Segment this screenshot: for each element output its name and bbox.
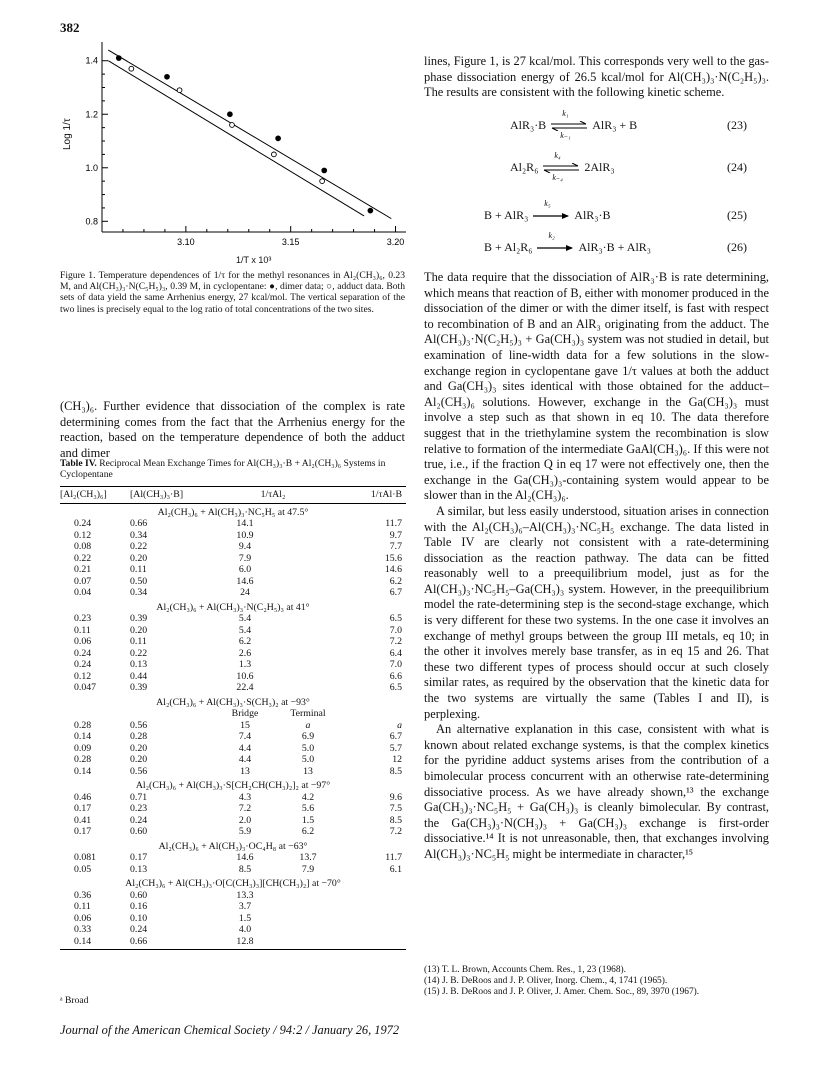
table-section-title [60,838,406,853]
table-cell: 0.60 [130,889,148,901]
table-cell: 0.21 [74,564,92,575]
table-cell: 0.22 [130,647,148,659]
table-header-tau-alb: 1/τAl·B [336,487,406,504]
table-section-title [60,777,406,792]
table-cell: 0.09 [74,742,92,754]
equation-right: AlR₃ + B [592,118,638,132]
table-cell: 6.1 [389,863,402,875]
equation-left: B + Al₂R₆ [484,240,533,254]
table-cell: 0.14 [74,731,92,742]
adduct-data-point [177,88,182,93]
table-cell: 0.24 [74,659,92,670]
equation-3 [484,199,611,223]
table-row [60,553,406,565]
reference-item: (13) T. L. Brown, Accounts Chem. Res., 1, 23 (1968). [424,965,626,975]
rate-constant-reverse: k₋₄ [552,173,563,183]
table-cell: 0.33 [74,924,92,935]
table-cell: 7.2 [389,636,402,647]
y-tick-label: 1.0 [85,162,98,173]
table-cell: 5.9 [238,826,252,837]
table-cell: 10.9 [236,529,254,541]
adduct-data-point [272,152,277,157]
table-cell: 0.66 [130,936,210,950]
table-cell [280,530,336,542]
table-cell: 0.14 [74,765,92,777]
fit-line-1 [108,50,391,219]
table-cell: 0.13 [130,659,148,670]
figure-xlabel: 1/T x 10³ [236,255,272,265]
table-cell: 13 [240,765,250,777]
table-cell: a [305,719,311,731]
right-column-intro: lines, Figure 1, is 27 kcal/mol. This corresponds very well to the gas-phase dissociation energy of 26.5 kcal/mol for Al(CH₃)₃·N(C₂H₅)₃. The results are consistent with the following kinetic scheme. [424,54,769,100]
table-cell: 4.3 [238,791,252,803]
x-tick-label: 3.15 [281,237,300,247]
table-cell: 13.7 [299,852,317,863]
table-cell [280,936,336,950]
table-cell: 0.50 [130,575,148,587]
equation-right: AlR₃·B + AlR₃ [578,240,651,254]
table-cell: 0.46 [74,791,92,803]
table-cell: 14.1 [236,518,254,529]
equation-number: (23) [727,118,747,132]
table-row [60,720,406,732]
dimer-data-point [368,208,373,213]
table-cell: 0.06 [74,636,92,647]
table-header-al2: [Al₂(CH₃)₆] [60,487,130,504]
table-row [60,682,406,694]
equation-left: AlR₃·B [510,118,547,132]
table-cell [280,924,336,936]
reference-item: (14) J. B. DeRoos and J. P. Oliver, Inorg. Chem., 4, 1741 (1965). [424,976,668,986]
table-cell: 1.3 [238,659,252,670]
dimer-data-point [227,112,232,117]
equation-1 [510,109,638,141]
table-cell: 7.4 [238,731,252,742]
table-cell: 9.6 [389,791,402,803]
table-cell: 0.11 [130,564,147,575]
table-cell: 0.44 [130,670,148,682]
table-cell [280,636,336,648]
table-cell: 14.6 [236,852,254,863]
table-cell: 6.9 [301,731,315,742]
journal-footer: Journal of the American Chemical Society / 94:2 / January 26, 1972 [60,1023,400,1037]
table-row [60,659,406,671]
table-cell: 5.0 [301,742,315,754]
table-cell: 6.4 [389,647,402,659]
table-cell: 5.4 [238,613,252,624]
reference-item: (15) J. B. DeRoos and J. P. Oliver, J. Amer. Chem. Soc., 89, 3970 (1967). [424,987,700,997]
table-cell [336,913,406,925]
table-cell: 0.17 [74,826,92,837]
table-cell [280,553,336,565]
table-cell: 0.22 [74,552,92,564]
table-4-caption-label: Table IV. [60,458,97,469]
page-number: 382 [60,20,80,35]
table-cell: 0.05 [74,863,92,875]
table-cell: 0.13 [130,863,148,875]
equation-number: (26) [727,240,747,254]
table-cell: 7.0 [389,624,402,636]
table-cell: 2.0 [238,814,252,826]
table-subheader-cell: Terminal [290,708,326,719]
table-cell: 7.2 [389,826,402,837]
table-row [60,766,406,778]
reaction-arrow [550,109,588,141]
table-cell: 0.66 [130,518,148,529]
table-cell [280,613,336,625]
table-cell: 0.56 [130,765,148,777]
table-cell: 5.6 [301,803,315,814]
table-header-tau-al2: 1/τAl₂ [210,487,336,504]
table-subheader-row [60,708,406,720]
table-cell: 9.4 [238,541,252,552]
equation-right: 2AlR₃ [584,160,615,174]
reaction-arrow [536,231,574,253]
table-cell: 15 [240,719,250,731]
table-row [60,924,406,936]
table-cell: 4.4 [238,742,252,754]
table-cell: 0.17 [130,852,148,863]
paragraph-1: The data require that the dissociation of AlR₃·B is rate determining, which means that reaction of B, either with monomer produced in the dissociation of the dimer or with the dimer itself, is fast with respect to recombination of B and an AlR₃ originating from the adduct. The Al(CH₃)₃·N(C₂H₅)₃ + Ga(CH₃)₃ system was not studied in detail, but examination of line-width data for a few solutions in the slow-exchange region in cyclopentane gave 1/τ values at both the adduct and Ga(CH₃)₃ sites identical with those obtained for the adduct–Al₂(CH₃)₆ solutions. However, exchange in the Ga(CH₃)₃ must involve a step such as that shown in eq 10. The data therefore suggest that in the triethylamine system the recombination is slow relative to formation of the intermediate GaAl(CH₃)₆. If this were not true, i.e., if the fraction Q in eq 17 were not effectively one, then the exchange in the Ga(CH₃)₃-containing system would appear to be slower than in the Al₂(CH₃)₆. [424,270,769,503]
table-cell [280,890,336,902]
forward-arrow-icon [536,243,574,253]
table-cell: 0.14 [60,936,130,950]
table-cell: 0.20 [130,754,148,765]
table-cell: 0.12 [74,529,92,541]
equation-2 [510,151,615,183]
table-cell: 13.3 [236,889,254,901]
table-blank-cell [60,708,210,720]
table-cell: 6.5 [389,613,402,624]
table-row [60,890,406,902]
table-section-title [60,875,406,890]
table-section-title [60,599,406,614]
table-cell: 1.5 [301,814,315,826]
table-cell: 6.5 [389,682,402,693]
dimer-data-point [165,74,170,79]
table-section-title-cell: Al₂(CH₃)₆ + Al(CH₃)₃·S(CH₃)₂ at −93° [156,696,310,708]
equilibrium-arrow-icon [550,121,588,131]
table-4 [60,486,406,950]
table-cell: 14.6 [236,575,254,587]
table-cell: 5.7 [389,742,402,754]
table-cell: 7.5 [389,803,402,814]
table-cell: 8.5 [238,863,252,875]
table-cell: 0.41 [74,814,92,826]
table-cell: 3.7 [238,901,252,912]
figure-1-caption: Figure 1. Temperature dependences of 1/τ for the methyl resonances in Al₂(CH₃)₆, 0.23 M, and Al(CH₃)₃·N(C₅H₅)₃, 0.39 M, in cyclopentane: ●, dimer data; ○, adduct data. Both sets of data yield the same Arrhenius energy, 27 kcal/mol. The vertical separation of the two lines is precisely equal to the log ratio of total concentrations of the two sites. [60,270,405,315]
table-row [60,576,406,588]
table-cell: 0.28 [130,731,148,742]
paragraph-3: An alternative explanation in this case, consistent with what is known about related exchange systems, is that the complex kinetics for the pyridine adduct systems arises from the contribution of a bimolecular process concurrent with an otherwise rate-determining dissociative process. As we have already shown,¹³ the exchange Ga(CH₃)₃·NC₅H₅ + Ga(CH₃)₃ is cleanly bimolecular. By contrast, the Ga(CH₃)₃·N(CH₃)₃ + Ga(CH₃)₃ exchange is first-order dissociative.¹⁴ It is not unreasonable, then, that exchanges involving Al(CH₃)₃·NC₅H₅ might be intermediate in character,¹⁵ [424,722,769,861]
table-cell: 0.23 [74,613,92,624]
table-cell: 5.0 [301,754,315,765]
table-row [60,671,406,683]
table-row [60,564,406,576]
adduct-data-point [320,179,325,184]
table-cell: 0.11 [130,636,147,647]
table-cell: 11.7 [385,518,402,529]
equation-left: B + AlR₃ [484,208,529,222]
y-tick-label: 1.4 [85,55,98,66]
table-section-title-cell: Al₂(CH₃)₆ + Al(CH₃)₃·NC₅H₅ at 47.5° [157,506,309,518]
x-tick-label: 3.20 [386,237,405,247]
equation-left: Al₂R₆ [510,160,539,174]
table-row [60,803,406,815]
table-cell: 6.0 [238,564,252,575]
table-row [60,731,406,743]
table-row [60,625,406,637]
table-cell [280,659,336,671]
table-cell: 9.7 [389,529,402,541]
table-cell: 8.5 [389,765,402,777]
table-row [60,541,406,553]
table-row [60,792,406,804]
equilibrium-arrow-icon [542,163,580,173]
table-cell: 7.9 [301,863,315,875]
table-cell [280,682,336,694]
table-cell: 0.04 [74,587,92,598]
table-cell: 0.34 [130,587,148,598]
references [424,965,769,998]
table-cell: 0.60 [130,826,148,837]
table-cell [280,564,336,576]
figure-1-chart [60,36,410,268]
table-cell: 6.2 [389,575,402,587]
table-row [60,613,406,625]
table-cell: 0.17 [74,803,92,814]
table-cell [336,924,406,936]
table-cell: 0.24 [74,647,92,659]
table-cell: 0.081 [74,852,97,863]
table-row [60,518,406,530]
adduct-data-point [230,123,235,128]
table-cell [336,936,406,950]
table-4-caption-text: Reciprocal Mean Exchange Times for Al(CH₃)₃·B + Al₂(CH₃)₆ Systems in Cyclopentane [60,458,386,481]
table-cell: 6.6 [389,670,402,682]
table-cell: 4.2 [301,791,315,803]
table-section-title [60,503,406,518]
table-cell: 6.7 [389,731,402,742]
fit-line-2 [108,61,364,216]
rate-constant-forward: k₄ [554,151,561,161]
table-cell: 0.24 [130,814,148,826]
table-cell: 0.06 [74,912,92,924]
table-cell: 15.6 [384,552,402,564]
table-cell: 7.2 [238,803,252,814]
reaction-arrow [532,199,570,221]
rate-constant-forward: k₅ [544,199,551,209]
table-header-row [60,487,406,504]
table-row [60,826,406,838]
table-cell [280,625,336,637]
table-cell: 0.20 [130,552,148,564]
table-cell [280,576,336,588]
table-cell: 6.2 [238,636,252,647]
table-cell: 12 [392,754,402,765]
table-cell: 0.22 [130,541,148,552]
table-cell [280,648,336,660]
table-cell [336,890,406,902]
x-tick-label: 3.10 [177,237,195,247]
table-section-title-cell: Al₂(CH₃)₆ + Al(CH₃)₃·O[C(CH₃)₃][CH(CH₃)₂] at −70° [125,878,341,889]
forward-arrow-icon [532,211,570,221]
rate-constant-forward: k₂ [548,231,555,241]
table-cell: 14.6 [384,564,402,575]
table-cell: 0.24 [74,518,92,529]
dimer-data-point [276,136,281,141]
table-4-caption [60,458,405,481]
table-row [60,936,406,950]
table-cell: 0.11 [74,624,91,636]
dimer-data-point [322,168,327,173]
table-cell: 0.39 [130,682,148,693]
table-row [60,648,406,660]
kinetic-scheme [424,109,769,270]
dimer-data-point [116,56,121,61]
table-cell: 0.24 [130,924,148,935]
table-cell: 8.5 [389,814,402,826]
table-cell: 0.28 [74,754,92,765]
table-row [60,815,406,827]
table-row [60,901,406,913]
table-cell: 0.11 [74,901,91,912]
table-cell: 11.7 [385,852,402,863]
table-row [60,864,406,876]
table-cell: 0.07 [74,575,92,587]
table-cell [280,901,336,913]
table-cell: 0.56 [130,719,148,731]
table-cell: 4.4 [238,754,252,765]
table-cell: 0.28 [74,719,92,731]
table-cell [280,671,336,683]
table-cell: 7.7 [389,541,402,552]
table-row [60,852,406,864]
table-cell [280,518,336,530]
table-cell: 0.08 [74,541,92,552]
rate-constant-forward: k₁ [562,109,569,119]
left-column-text: (CH₃)₆. Further evidence that dissociation of the complex is rate determining comes from the fact that the Arrhenius energy for the reaction, based on the temperature dependence of both the adduct and dimer [60,399,405,460]
table-cell: 22.4 [236,682,254,693]
table-cell: 0.10 [130,912,148,924]
table-cell: 0.047 [74,682,97,693]
rate-constant-reverse: k₋₁ [560,131,571,141]
table-cell [336,901,406,913]
table-subheader-cell: Bridge [231,708,259,719]
table-cell: 0.34 [130,529,148,541]
table-cell: 5.4 [238,624,252,636]
equation-4 [484,231,651,255]
table-cell: 13 [303,765,313,777]
equation-right: AlR₃·B [574,208,611,222]
reaction-arrow [542,151,580,183]
table-cell: 24 [240,587,250,598]
paragraph-2: A similar, but less easily understood, situation arises in connection with the Al₂(CH₃)₆–Al(CH₃)₃·NC₅H₅ exchange. The data listed in Table IV are clearly not consistent with a rate-determining dissociation as the reaction pathway. The data can be fitted reasonably well to a preequilibrium model, just as for the Al(CH₃)₃·NC₅H₅–Ga(CH₃)₃ system. However, in the preequilibrium model the rate-determining step is the second-stage exchange, which is very different for these two systems. In the one case it involves an exchange of methyl groups between the group III metals, eq 10; in the other it involves merely base transfer, as in eq 15 and 26. That these two different types of process should occur at such closely similar rates, as required by the observation that the kinetic data for the two systems are virtually the same (Tables I and II), is perplexing. [424,503,769,721]
table-cell: 6.2 [301,826,315,837]
table-row [60,743,406,755]
table-row [60,636,406,648]
table-section-title [60,694,406,709]
table-cell: 1.5 [238,912,252,924]
table-row [60,587,406,599]
y-tick-label: 1.2 [85,109,98,120]
table-section-title-cell: Al₂(CH₃)₆ + Al(CH₃)₃·S[CH₂CH(CH₃)₂]₂ at −97° [135,780,331,791]
right-column-body [424,270,769,863]
equation-number: (24) [727,160,747,174]
table-row [60,754,406,766]
table-cell: 0.39 [130,613,148,624]
table-cell: 0.12 [74,670,92,682]
table-cell: 4.0 [238,924,252,935]
table-section-title-cell: Al₂(CH₃)₆ + Al(CH₃)₃·N(C₂H₅)₃ at 41° [156,601,310,613]
figure-ylabel: Log 1/τ [62,118,73,150]
table-cell: 7.0 [389,659,402,670]
table-cell: 0.20 [130,624,148,636]
table-cell: 0.20 [130,742,148,754]
table-cell: 0.71 [130,791,148,803]
table-cell [280,587,336,599]
table-row [60,530,406,542]
table-cell: 0.36 [74,889,92,901]
table-cell: a [397,719,402,731]
table-cell [280,913,336,925]
table-cell: 7.9 [238,552,252,564]
adduct-data-point [129,66,134,71]
table-row [60,913,406,925]
table-header-alb: [Al(CH₃)₃·B] [130,487,210,504]
table-section-title-cell: Al₂(CH₃)₆ + Al(CH₃)₃·OC₄H₈ at −63° [158,840,308,852]
y-tick-label: 0.8 [85,216,98,227]
table-cell: 0.16 [130,901,148,912]
table-cell: 0.23 [130,803,148,814]
table-cell [280,541,336,553]
table-cell: 12.8 [210,936,280,950]
equation-number: (25) [727,208,747,222]
table-footnote: ᵃ Broad [60,995,89,1006]
table-cell: 2.6 [238,647,252,659]
table-cell: 6.7 [389,587,402,598]
table-cell: 10.6 [236,670,254,682]
